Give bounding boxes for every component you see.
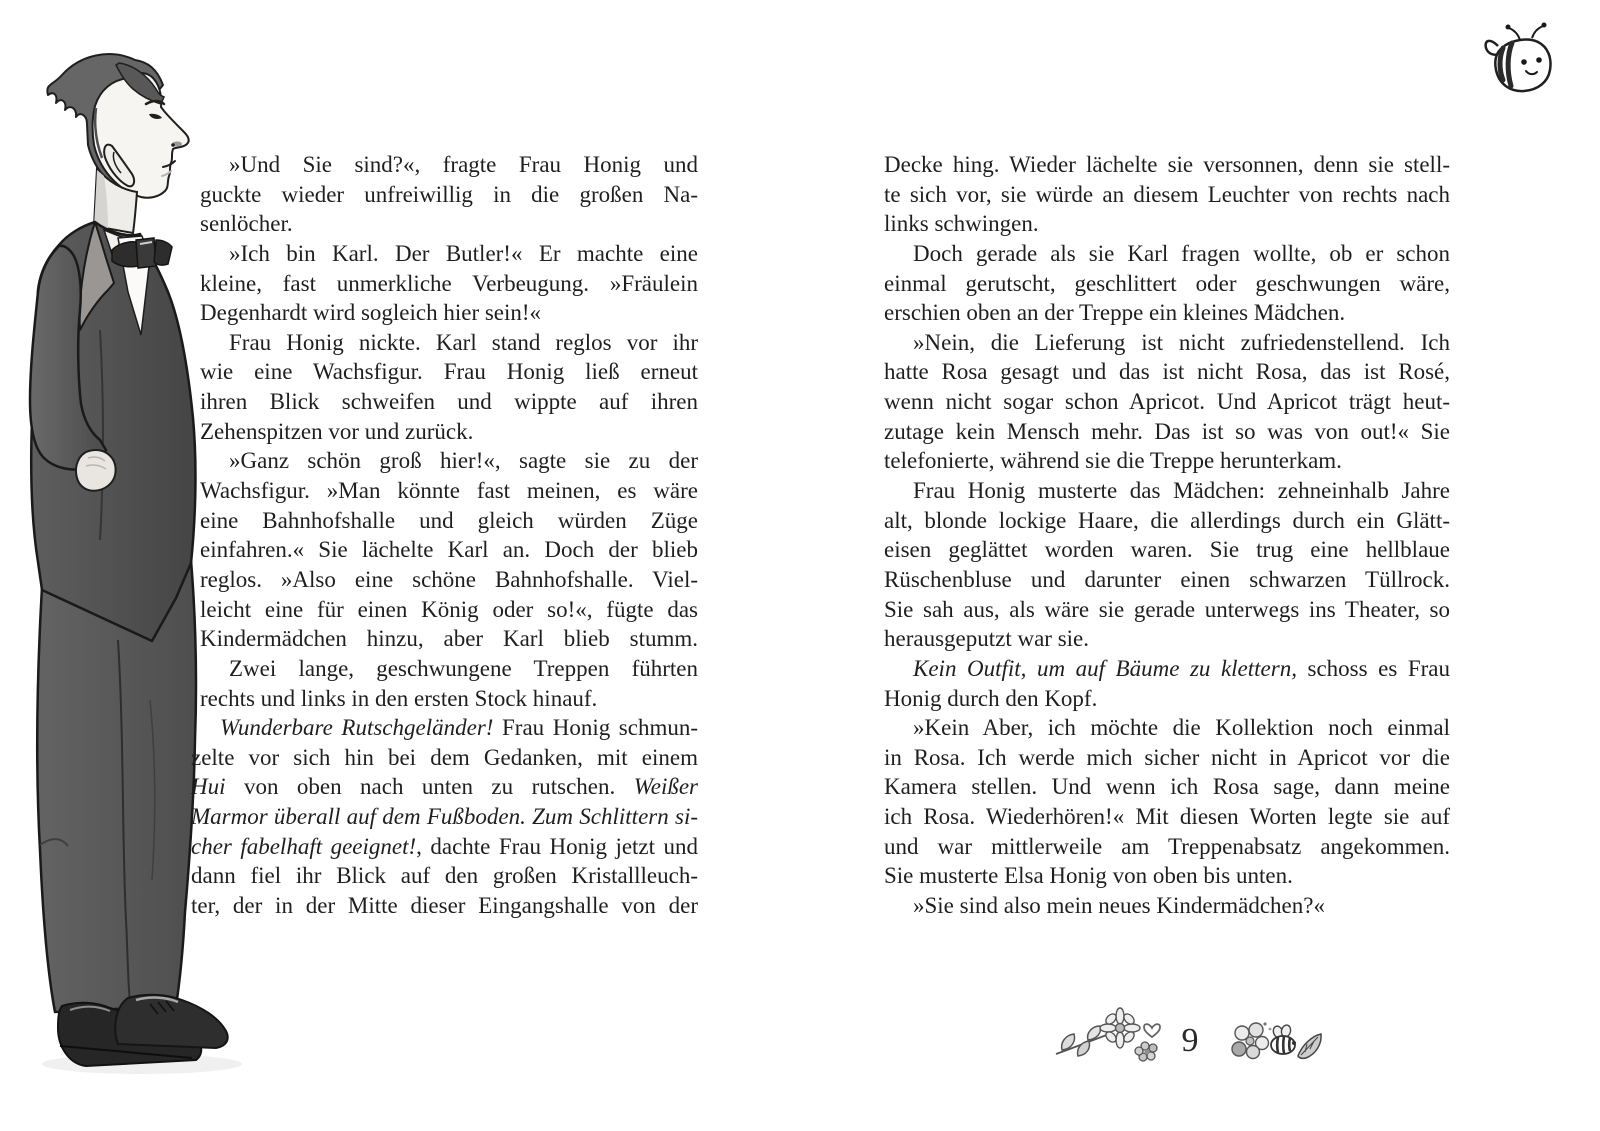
text-line	[185, 476, 698, 506]
text-line	[884, 476, 1450, 506]
text-segment: und war mittlerweile am Treppenabsatz angekommen.	[884, 833, 1450, 859]
text-line	[185, 417, 698, 447]
text-line	[884, 595, 1450, 625]
right-page-text-column	[884, 150, 1450, 921]
text-line	[884, 832, 1450, 862]
text-segment: eisen geglättet worden waren. Sie trug eine hellblaue	[884, 537, 1450, 563]
small-flower-icon	[1135, 1042, 1157, 1061]
italic-text-segment: Marmor überall auf dem Fußboden. Zum Schlittern si-	[191, 804, 698, 830]
text-segment: herausgeputzt war sie.	[884, 626, 1090, 652]
italic-text-segment: Weißer	[633, 774, 698, 800]
text-segment: guckte wieder unfreiwillig in die großen Na-	[200, 181, 698, 207]
text-segment: einmal gerutscht, geschlittert oder geschwungen wäre,	[884, 270, 1450, 296]
text-line	[185, 772, 698, 802]
text-line	[185, 446, 698, 476]
text-segment: Zehenspitzen vor und zurück.	[200, 418, 474, 444]
text-line	[185, 684, 698, 714]
text-line	[884, 535, 1450, 565]
text-line	[884, 328, 1450, 358]
text-segment: , dachte Frau Honig jetzt und	[416, 833, 698, 859]
text-line	[884, 417, 1450, 447]
text-segment: eine Bahnhofshalle und gleich würden Züge	[200, 507, 698, 533]
text-segment: Frau Honig nickte. Karl stand reglos vor ihr	[229, 329, 698, 355]
text-segment: »Sie sind also mein neues Kindermädchen?«	[913, 893, 1325, 919]
text-line	[884, 654, 1450, 684]
text-segment: schoss es Frau	[1296, 655, 1450, 681]
text-segment: leicht eine für einen König oder so!«, fügte das	[200, 596, 698, 622]
text-line	[884, 506, 1450, 536]
italic-text-segment: cher fabelhaft geeignet!	[191, 833, 417, 859]
text-line	[884, 446, 1450, 476]
text-segment: links schwingen.	[884, 211, 1039, 237]
text-line	[884, 209, 1450, 239]
text-line	[185, 565, 698, 595]
text-line	[884, 713, 1450, 743]
italic-text-segment: Hui	[191, 774, 226, 800]
text-segment: Zwei lange, geschwungene Treppen führten	[229, 655, 698, 681]
text-line	[185, 239, 698, 269]
text-segment: Rüschenbluse und darunter einen schwarzen Tüllrock.	[884, 566, 1450, 592]
text-line	[185, 150, 698, 180]
text-segment: zutage kein Mensch mehr. Das ist so was von out!« Sie	[884, 418, 1450, 444]
text-line	[185, 387, 698, 417]
text-segment: wenn nicht sogar schon Apricot. Und Apricot trägt heut-	[884, 389, 1450, 415]
text-segment: »Ganz schön groß hier!«, sagte sie zu der	[229, 448, 698, 474]
text-line	[185, 298, 698, 328]
text-segment: Decke hing. Wieder lächelte sie versonnen, denn sie stell-	[884, 152, 1450, 177]
text-line	[185, 832, 698, 862]
bee-icon	[1480, 20, 1565, 105]
text-segment: in Rosa. Ich werde mich sicher nicht in Apricot vor die	[884, 744, 1450, 770]
text-segment: Sie musterte Elsa Honig von oben bis unten.	[884, 863, 1293, 889]
text-line	[185, 861, 698, 891]
text-segment: »Kein Aber, ich möchte die Kollektion noch einmal	[913, 715, 1450, 741]
text-line	[185, 743, 698, 773]
text-segment: »Und Sie sind?«, fragte Frau Honig und	[229, 152, 698, 177]
text-line	[185, 506, 698, 536]
text-segment: ihren Blick schweifen und wippte auf ihren	[200, 389, 698, 415]
heart-icon	[1144, 1024, 1160, 1037]
text-segment: reglos. »Also eine schöne Bahnhofshalle. Viel-	[200, 566, 698, 592]
text-segment: ich Rosa. Wiederhören!« Mit diesen Worten legte sie auf	[884, 804, 1450, 830]
text-segment: telefonierte, während sie die Treppe herunterkam.	[884, 448, 1342, 474]
text-line	[884, 624, 1450, 654]
text-line	[884, 684, 1450, 714]
text-segment: Frau Honig musterte das Mädchen: zehneinhalb Jahre	[913, 478, 1450, 504]
text-line	[884, 772, 1450, 802]
text-segment: Wachsfigur. »Man könnte fast meinen, es wäre	[200, 478, 698, 504]
footer-decoration-right	[1228, 1020, 1323, 1065]
text-line	[884, 891, 1450, 921]
text-segment: dann fiel ihr Blick auf den großen Kristallleuch-	[191, 863, 698, 889]
text-segment: Honig durch den Kopf.	[884, 685, 1098, 711]
text-line	[185, 328, 698, 358]
text-segment: alt, blonde lockige Haare, die allerdings durch ein Glätt-	[884, 507, 1450, 533]
leaf-icon	[1298, 1034, 1321, 1058]
italic-text-segment: Kein Outfit, um auf Bäume zu klettern,	[913, 655, 1297, 681]
text-line	[185, 269, 698, 299]
text-segment: kleine, fast unmerkliche Verbeugung. »Fräulein	[200, 270, 698, 296]
text-line	[185, 802, 698, 832]
page-number: 9	[1181, 1022, 1199, 1059]
text-line	[884, 150, 1450, 180]
text-line	[884, 269, 1450, 299]
text-segment: erschien oben an der Treppe ein kleines Mädchen.	[884, 300, 1346, 326]
text-line	[884, 861, 1450, 891]
text-segment: zelte vor sich hin bei dem Gedanken, mit einem	[191, 744, 698, 770]
text-segment: Doch gerade als sie Karl fragen wollte, ob er schon	[913, 240, 1450, 266]
text-line	[185, 595, 698, 625]
text-segment: »Nein, die Lieferung ist nicht zufriedenstellend. Ich	[913, 329, 1450, 355]
text-segment: Frau Honig schmun-	[493, 715, 698, 741]
text-segment: Sie sah aus, als wäre sie gerade unterwegs ins Theater, so	[884, 596, 1450, 622]
text-line	[185, 357, 698, 387]
text-segment: ter, der in der Mitte dieser Eingangshalle von der	[191, 893, 698, 919]
text-segment: von oben nach unten zu rutschen.	[225, 774, 634, 800]
bee-icon	[1271, 1024, 1296, 1054]
text-line	[884, 387, 1450, 417]
illustration-wrap-spacer	[185, 150, 200, 685]
text-line	[884, 565, 1450, 595]
text-segment: te sich vor, sie würde an diesem Leuchter von rechts nach	[884, 181, 1450, 207]
text-segment: »Ich bin Karl. Der Butler!« Er machte eine	[229, 240, 698, 266]
italic-text-segment: Wunderbare Rutschgeländer!	[220, 715, 494, 741]
daisy-flower-icon	[1100, 1008, 1140, 1048]
text-segment: einfahren.« Sie lächelte Karl an. Doch der blieb	[200, 537, 698, 563]
text-segment: Kamera stellen. Und wenn ich Rosa sage, dann meine	[884, 774, 1450, 800]
text-line	[884, 802, 1450, 832]
text-line	[185, 209, 698, 239]
text-line	[884, 298, 1450, 328]
text-segment: hatte Rosa gesagt und das ist nicht Rosa, das ist Rosé,	[884, 359, 1450, 385]
text-segment: wie eine Wachsfigur. Frau Honig ließ erneut	[200, 359, 698, 385]
text-line	[884, 357, 1450, 387]
text-line	[185, 654, 698, 684]
text-line	[185, 180, 698, 210]
text-segment: Kindermädchen hinzu, aber Karl blieb stumm.	[200, 626, 698, 652]
left-page-text-column	[185, 150, 698, 940]
text-line	[884, 239, 1450, 269]
footer-decoration-left	[1048, 1006, 1173, 1064]
text-segment: rechts und links in den ersten Stock hinauf.	[200, 685, 598, 711]
text-line	[185, 535, 698, 565]
text-line	[185, 713, 698, 743]
text-line	[884, 180, 1450, 210]
text-line	[185, 891, 698, 921]
blossom-cluster-icon	[1232, 1022, 1271, 1058]
text-line	[185, 624, 698, 654]
text-segment: senlöcher.	[200, 211, 293, 237]
text-segment: Degenhardt wird sogleich hier sein!«	[200, 300, 542, 326]
text-line	[884, 743, 1450, 773]
